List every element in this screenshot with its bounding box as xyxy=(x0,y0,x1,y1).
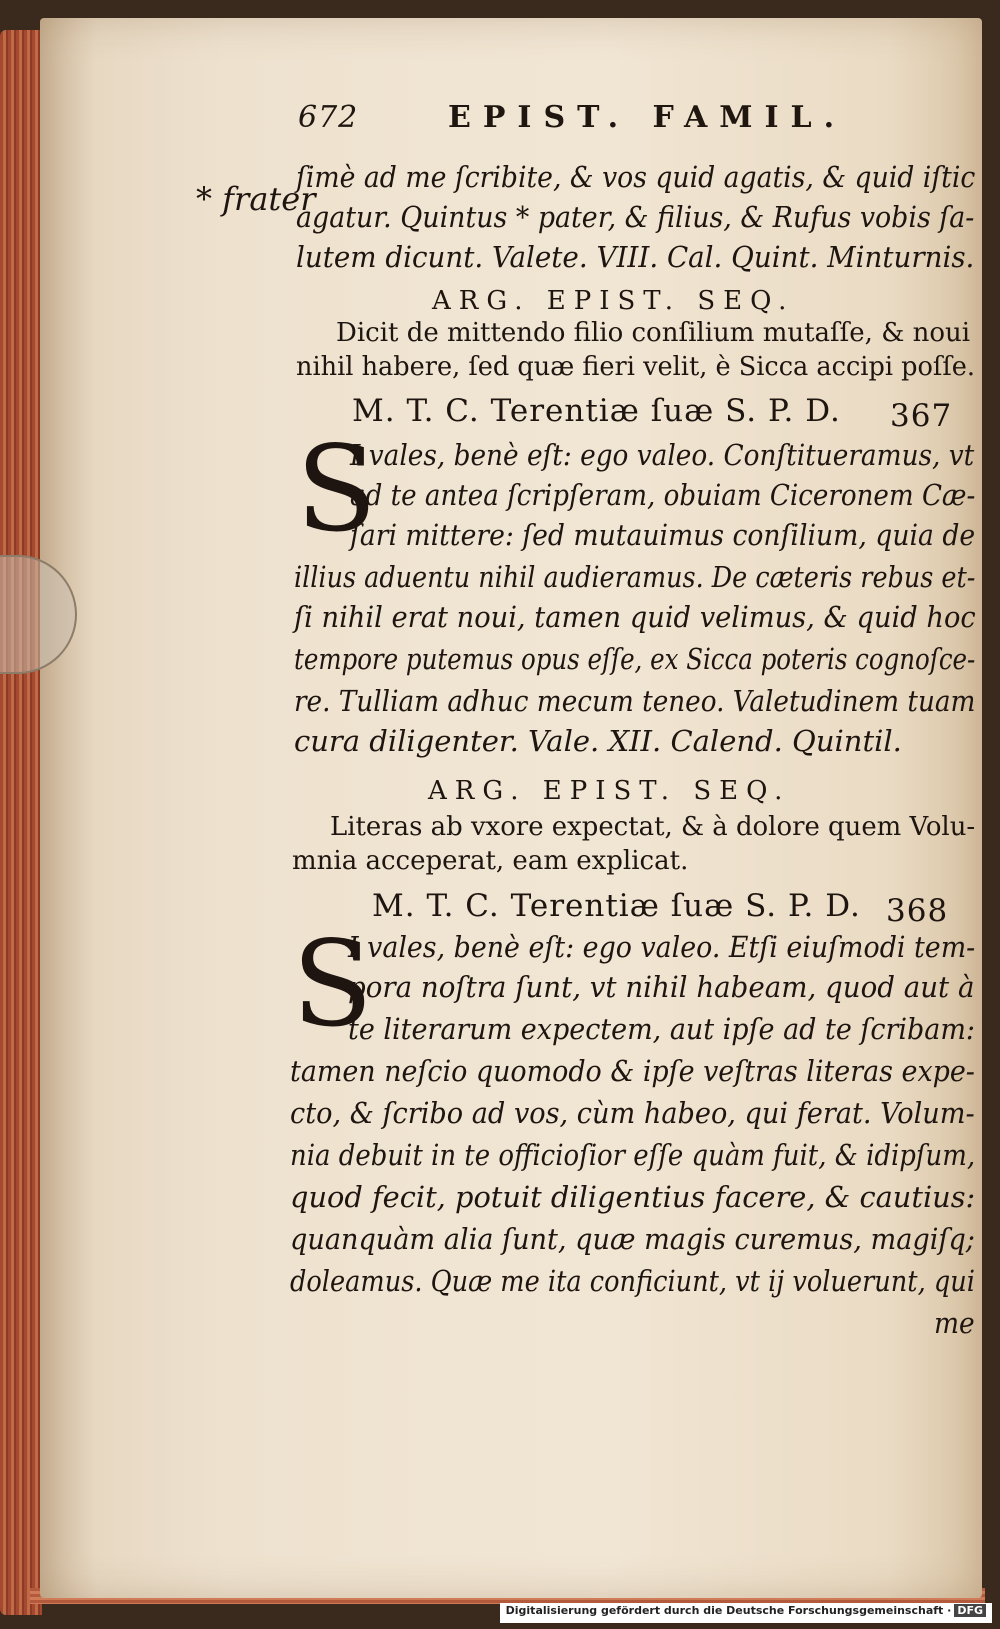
text-line: doleamus. Quæ me ita conficiunt, vt ij voluerunt, qui xyxy=(290,1264,975,1298)
argument-line: mnia acceperat, eam explicat. xyxy=(292,846,689,876)
text-line: cura diligenter. Vale. XII. Calend. Quintil. xyxy=(294,724,902,758)
letter-number: 367 xyxy=(890,398,953,434)
letter-number: 368 xyxy=(886,893,949,929)
text-line: pora noſtra ſunt, vt nihil habeam, quod aut à xyxy=(348,970,975,1004)
drop-cap: S xyxy=(292,915,373,1053)
catchword: me xyxy=(934,1306,975,1340)
text-line: nia debuit in te officioſior eſſe quàm fuit, & idipſum, xyxy=(290,1138,976,1172)
digitization-footer xyxy=(500,1603,992,1623)
text-line: re. Tulliam adhuc mecum teneo. Valetudinem tuam xyxy=(294,684,976,718)
footer-text: Digitalisierung gefördert durch die Deutsche Forschungsgemeinschaft · xyxy=(505,1604,952,1617)
text-line: tempore putemus opus eſſe, ex Sicca poteris cognoſce- xyxy=(294,642,976,676)
argument-line: Literas ab vxore expectat, & à dolore quem Volu- xyxy=(330,812,976,842)
running-title: EPIST. FAMIL. xyxy=(448,100,847,135)
text-line: I vales, benè eſt: ego valeo. Conſtitueramus, vt xyxy=(350,438,975,472)
margin-note: * frater xyxy=(196,180,316,218)
text-line: cto, & ſcribo ad vos, cùm habeo, qui ferat. Volum- xyxy=(290,1096,975,1130)
dfg-logo: DFG xyxy=(954,1604,986,1617)
letter-salutation: M. T. C. Terentiæ ſuæ S. P. D. xyxy=(372,888,861,924)
text-line: quanquàm alia ſunt, quæ magis curemus, magiſq; xyxy=(290,1222,975,1256)
text-line: I vales, benè eſt: ego valeo. Etſi eiuſmodi tem- xyxy=(348,930,976,964)
argument-line: Dicit de mittendo filio conſilium mutaſſe, & noui xyxy=(336,318,971,348)
page-edge-left xyxy=(0,30,42,1615)
text-line: ſimè ad me ſcribite, & vos quid agatis, & quid iſtic xyxy=(296,160,976,194)
text-line: ſi nihil erat noui, tamen quid velimus, & quid hoc xyxy=(294,600,976,634)
letter-salutation: M. T. C. Terentiæ ſuæ S. P. D. xyxy=(352,393,841,429)
text-line: te literarum expectem, aut ipſe ad te ſcribam: xyxy=(348,1012,975,1046)
text-line: lutem dicunt. Valete. VIII. Cal. Quint. Minturnis. xyxy=(296,240,975,274)
running-header xyxy=(298,100,858,135)
text-line: quod fecit, potuit diligentius facere, & cautius: xyxy=(290,1180,976,1214)
text-line: agatur. Quintus * pater, & filius, & Rufus vobis ſa- xyxy=(296,200,975,234)
argument-heading: ARG. EPIST. SEQ. xyxy=(432,286,795,316)
argument-heading: ARG. EPIST. SEQ. xyxy=(428,776,791,806)
text-line: tamen neſcio quomodo & ipſe veſtras literas expe- xyxy=(290,1054,975,1088)
argument-line: nihil habere, ſed quæ fieri velit, è Sicca accipi poſſe. xyxy=(296,352,976,382)
drop-cap: S xyxy=(296,420,377,558)
text-line: ad te antea ſcripſeram, obuiam Ciceronem Cæ- xyxy=(350,478,976,512)
text-line: ſari mittere: ſed mutauimus conſilium, quia de xyxy=(350,518,976,552)
text-line: illius aduentu nihil audieramus. De cæteris rebus et- xyxy=(294,560,976,594)
page-number: 672 xyxy=(298,100,359,135)
